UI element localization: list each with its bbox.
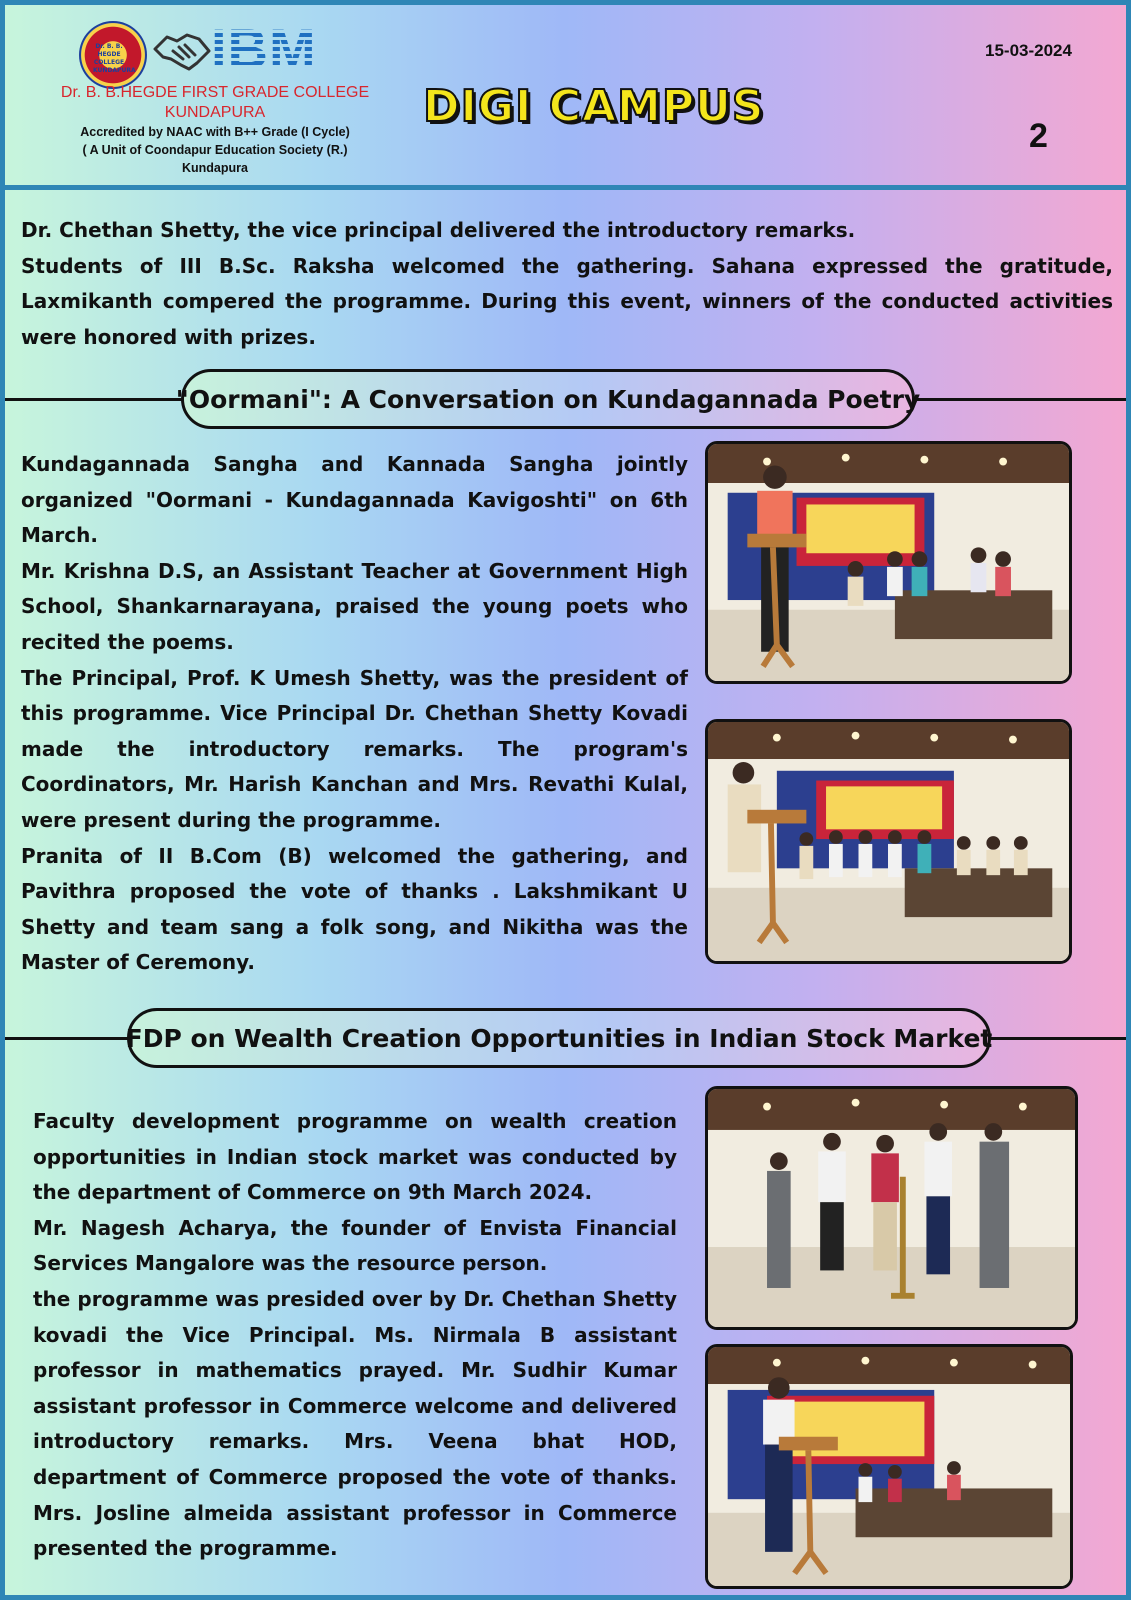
section1-text: [21, 447, 688, 981]
section1-paragraph: The Principal, Prof. K Umesh Shetty, was the president of this programme. Vice Principal Dr. Chethan Shetty Kovadi made the introductory remarks. The program's Coordinators, Mr. Harish Kanchan and Mrs. Revathi Kulal, were present during the programme.: [21, 665, 688, 832]
newsletter-title: DIGI CAMPUS: [423, 81, 765, 132]
unit-line: ( A Unit of Coondapur Education Society (R.): [82, 143, 348, 157]
section2-heading: FDP on Wealth Creation Opportunities in Indian Stock Market: [127, 1008, 991, 1068]
header: [5, 5, 1126, 190]
handshake-icon: [153, 29, 211, 75]
college-name: Dr. B. B.HEGDE FIRST GRADE COLLEGE: [60, 84, 370, 101]
accreditation: Accredited by NAAC with B++ Grade (I Cycle): [80, 125, 350, 139]
section1-paragraph: Kundagannada Sangha and Kannada Sangha jointly organized "Oormani - Kundagannada Kavigoshti" on 6th March.: [21, 452, 688, 548]
section2-paragraph: Faculty development programme on wealth creation opportunities in Indian stock market was conducted by the department of Commerce on 9th March 2024.: [33, 1109, 677, 1205]
section2-paragraph: Mr. Nagesh Acharya, the founder of Envista Financial Services Mangalore was the resource person.: [33, 1215, 677, 1276]
event-photo-oormani-2: [705, 719, 1072, 964]
intro-text: [21, 213, 1113, 355]
section1-paragraph: Mr. Krishna D.S, an Assistant Teacher at Government High School, Shankarnarayana, praised the young poets who recited the poems.: [21, 558, 688, 654]
intro-paragraph: Dr. Chethan Shetty, the vice principal delivered the introductory remarks.: [21, 218, 856, 242]
logo-group: [77, 17, 347, 81]
event-photo-oormani-1: [705, 441, 1072, 684]
event-photo-fdp-1: [705, 1086, 1078, 1330]
issue-date: 15-03-2024: [985, 41, 1072, 60]
seal-text: Dr. B. B. HEGDE COLLEGE KUNDAPURA: [93, 43, 136, 74]
section1-paragraph: Pranita of II B.Com (B) welcomed the gathering, and Pavithra proposed the vote of thanks . Lakshmikant U Shetty and team sang a folk song, and Nikitha was the Master of Ceremony.: [21, 843, 688, 975]
page-number: 2: [1029, 117, 1048, 155]
section2-paragraph: the programme was presided over by Dr. Chethan Shetty kovadi the Vice Principal. Ms. Nirmala B assistant professor in mathematics prayed. Mr. Sudhir Kumar assistant professor in Commerce welcome and delivered introductory remarks. Mrs. Veena bhat HOD, department of Commerce proposed the vote of thanks. Mrs. Josline almeida assistant professor in Commerce presented the programme.: [33, 1286, 677, 1561]
intro-paragraph: Students of III B.Sc. Raksha welcomed the gathering. Sahana expressed the gratitude, Laxmikanth compered the programme. During this event, winners of the conducted activities were honored with prizes.: [21, 253, 1113, 349]
college-place: KUNDAPURA: [164, 104, 266, 121]
college-block: [25, 83, 405, 177]
section1-heading: "Oormani": A Conversation on Kundagannada Poetry: [181, 369, 915, 429]
event-photo-fdp-2: [705, 1344, 1073, 1589]
section2-text: [33, 1104, 677, 1567]
ibm-logo: IBM: [211, 17, 317, 80]
unit-place: Kundapura: [182, 161, 248, 175]
